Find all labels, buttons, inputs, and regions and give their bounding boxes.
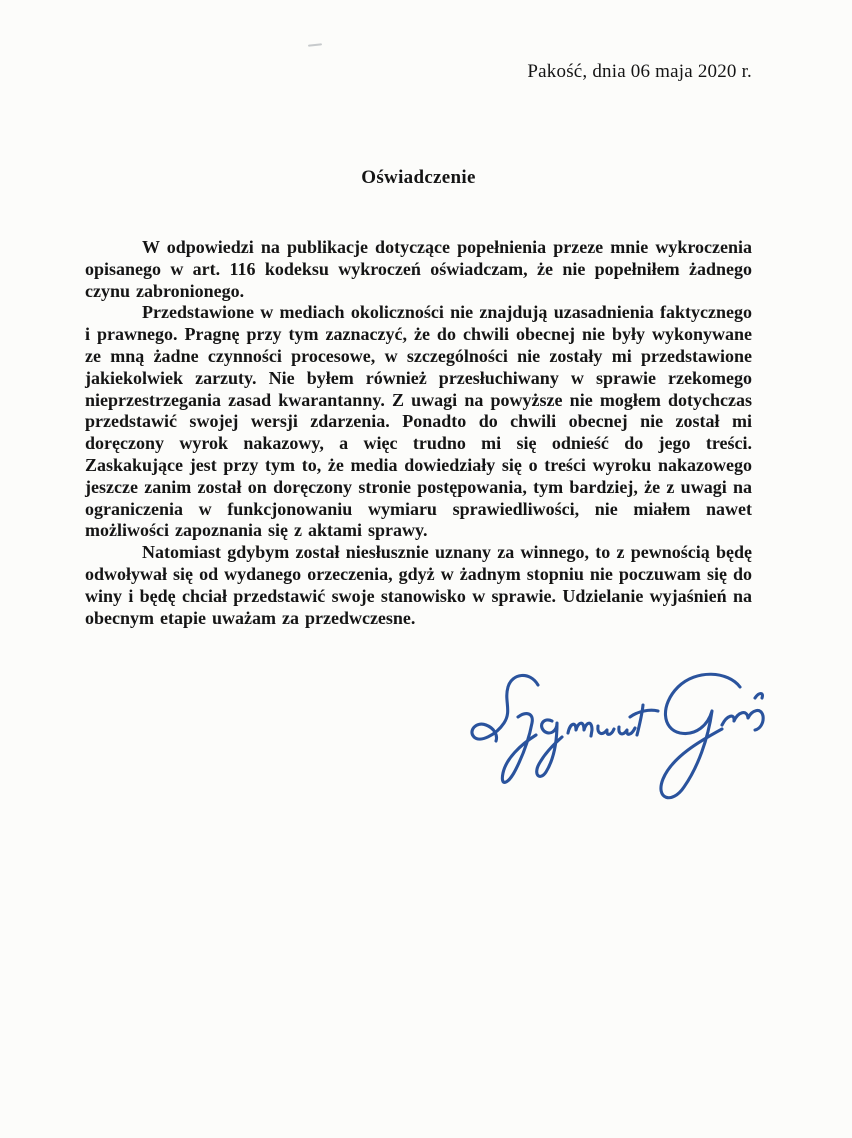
paragraph-2: Przedstawione w mediach okoliczności nie znajdują uzasadnienia faktycznego i prawnego. Pragnę przy tym zaznaczyć, że do chwili obecnej nie były wykonywane ze mną żadne czynności procesowe, w szczególności nie zostały mi przedstawione jakiekolwiek zarzuty. Nie byłem również przesłuchiwany w sprawie rzekomego nieprzestrzegania zasad kwarantanny. Z uwagi na powyższe nie mogłem dotychczas przedstawić swojej wersji zdarzenia. Ponadto do chwili obecnej nie został mi doręczony wyrok nakazowy, a więc trudno mi się odnieść do jego treści. Zaskakujące jest przy tym to, że media dowiedziały się o treści wyroku nakazowego jeszcze zanim został on doręczony stronie postępowania, tym bardziej, że z uwagi na ograniczenia w funkcjonowaniu wymiaru sprawiedliwości, nie miałem nawet możliwości zapoznania się z aktami sprawy. [85, 302, 752, 541]
paragraph-1: W odpowiedzi na publikacje dotyczące popełnienia przeze mnie wykroczenia opisanego w art. 116 kodeksu wykroczeń oświadczam, że nie popełniłem żadnego czynu zabronionego. [85, 237, 752, 301]
paragraph-3: Natomiast gdybym został niesłusznie uznany za winnego, to z pewnością będę odwoływał się od wydanego orzeczenia, gdyż w żadnym stopniu nie poczuwam się do winy i będę chciał przedstawić swoje stanowisko w sprawie. Udzielanie wyjaśnień na obecnym etapie uważam za przedwczesne. [85, 542, 752, 628]
signature-svg [450, 645, 790, 835]
handwritten-signature [450, 645, 790, 835]
signature-ink [472, 674, 763, 797]
date-line: Pakość, dnia 06 maja 2020 r. [527, 61, 752, 82]
scan-artifact-mark [308, 43, 322, 46]
document-body [85, 237, 752, 629]
document-title: Oświadczenie [361, 167, 476, 188]
